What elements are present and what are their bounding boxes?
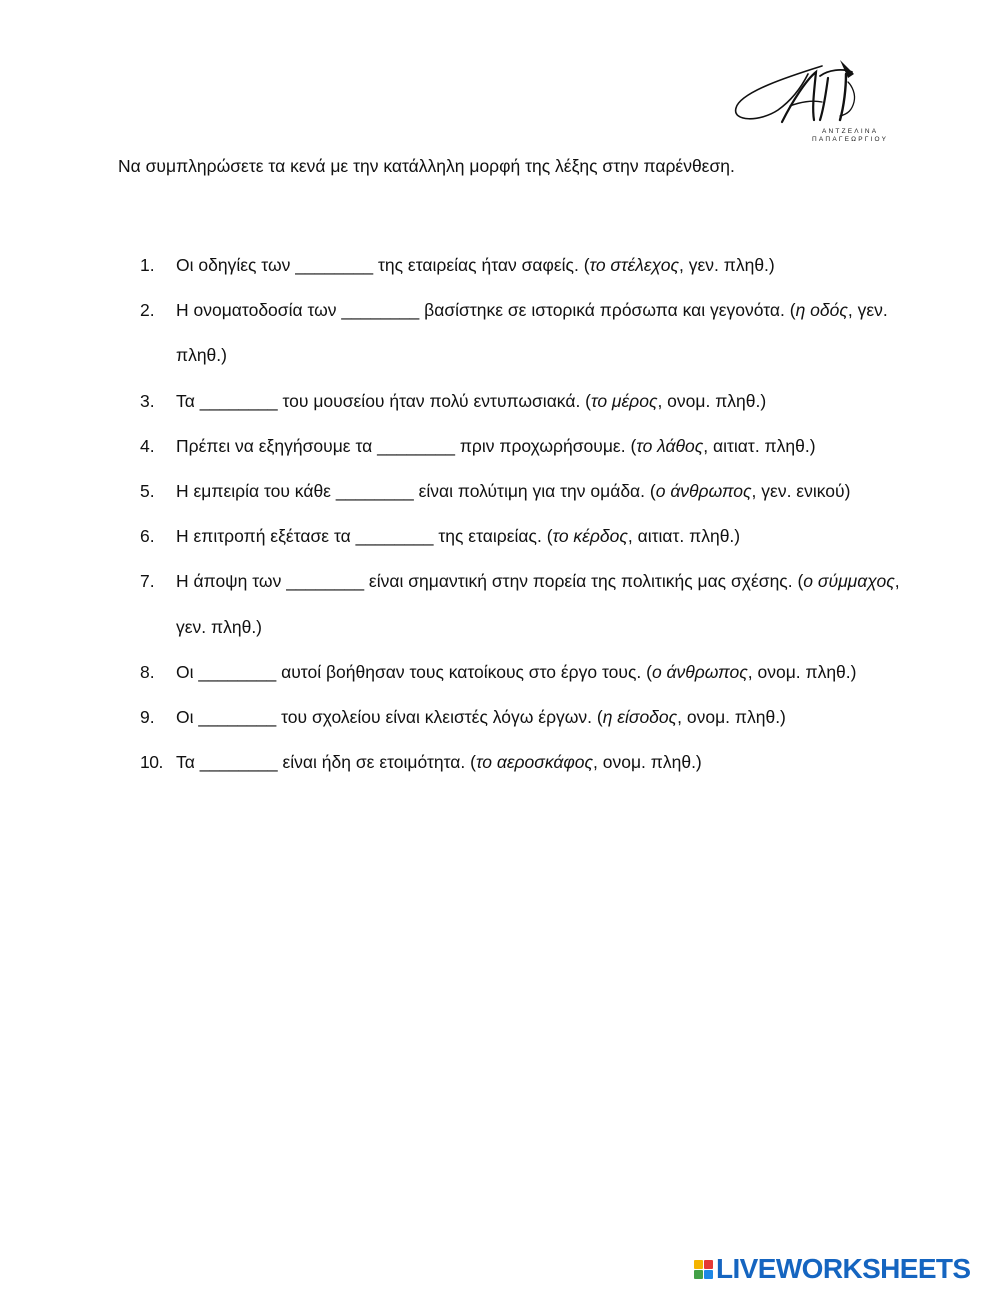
logo-cube-3: [694, 1270, 703, 1279]
sentence-start: Οι οδηγίες των: [176, 255, 296, 275]
sentence-end: είναι πολύτιμη για την ομάδα. (: [413, 481, 656, 502]
exercise-item-8: [140, 650, 900, 695]
exercise-item-4: [140, 424, 900, 469]
exercise-sentence: [176, 379, 900, 424]
base-word: ο σύμμαχος: [803, 571, 895, 592]
base-word: η είσοδος: [602, 707, 678, 728]
exercise-sentence: [176, 559, 900, 649]
answer-blank[interactable]: ________: [198, 661, 277, 682]
answer-blank[interactable]: ________: [286, 571, 365, 592]
exercise-item-7: [140, 559, 900, 649]
sentence-start: Τα: [176, 752, 200, 773]
exercise-number: 6.: [140, 526, 155, 547]
exercise-number: 3.: [140, 390, 155, 411]
exercise-sentence: [176, 424, 900, 469]
logo-subtitle-line1: ΑΝΤΖΕΛΙΝΑ: [822, 128, 879, 135]
answer-blank[interactable]: ________: [198, 707, 277, 728]
grammar-hint: , ονομ. πληθ.): [593, 752, 702, 773]
grammar-hint: , αιτιατ. πληθ.): [703, 435, 816, 456]
exercise-sentence: [176, 288, 900, 378]
exercise-number: 2.: [140, 300, 155, 321]
exercise-number: 9.: [140, 707, 155, 728]
sentence-end: πριν προχωρήσουμε. (: [454, 435, 637, 456]
exercise-item-9: [140, 695, 900, 740]
sentence-end: του μουσείου ήταν πολύ εντυπωσιακά. (: [277, 390, 592, 411]
exercise-item-2: [140, 288, 900, 378]
exercise-number: 1.: [140, 255, 155, 275]
grammar-hint: , γεν. πληθ.): [176, 571, 900, 637]
sentence-end: αυτοί βοήθησαν τους κατοίκους στο έργο τους. (: [276, 661, 652, 682]
sentence-start: Η άποψη των: [176, 571, 287, 592]
sentence-start: Οι: [176, 661, 199, 682]
base-word: η οδός: [795, 300, 848, 321]
sentence-end: βασίστηκε σε ιστορικά πρόσωπα και γεγονότα. (: [419, 300, 796, 321]
answer-blank[interactable]: ________: [199, 390, 278, 411]
exercise-sentence: [176, 740, 900, 785]
sentence-start: Η επιτροπή εξέτασε τα: [176, 526, 356, 547]
grammar-hint: , γεν. ενικού): [751, 481, 851, 502]
exercise-number: 7.: [140, 571, 155, 592]
logo-cube-4: [704, 1270, 713, 1279]
exercise-item-10: [140, 740, 900, 785]
grammar-hint: , αιτιατ. πληθ.): [627, 526, 741, 547]
sentence-start: Η ονοματοδοσία των: [176, 300, 342, 321]
answer-blank[interactable]: ________: [335, 481, 414, 502]
exercise-item-1: [140, 243, 900, 288]
exercise-number: 5.: [140, 481, 155, 502]
exercise-sentence: [176, 514, 900, 559]
exercise-sentence: [176, 650, 900, 695]
sentence-start: Πρέπει να εξηγήσουμε τα: [176, 435, 378, 456]
sentence-start: Τα: [176, 390, 200, 411]
sentence-end: της εταιρείας. (: [433, 526, 553, 547]
liveworksheets-footer[interactable]: [694, 1254, 971, 1284]
base-word: ο άνθρωπος: [655, 481, 752, 502]
base-word: το μέρος: [591, 390, 658, 411]
base-word: το αεροσκάφος: [475, 752, 594, 773]
exercise-item-6: [140, 514, 900, 559]
grammar-hint: , ονομ. πληθ.): [747, 661, 857, 682]
exercise-number: 10.: [140, 752, 163, 773]
grammar-hint: , ονομ. πληθ.): [657, 390, 767, 411]
grammar-hint: , ονομ. πληθ.): [677, 707, 786, 728]
exercise-sentence: [176, 469, 900, 514]
base-word: το κέρδος: [552, 526, 628, 547]
logo-cube-1: [694, 1260, 703, 1269]
base-word: το λάθος: [636, 435, 704, 456]
liveworksheets-logo-icon: [694, 1260, 713, 1279]
exercise-number: 8.: [140, 661, 155, 682]
exercise-item-5: [140, 469, 900, 514]
logo-cube-2: [704, 1260, 713, 1269]
sentence-end: είναι ήδη σε ετοιμότητα. (: [277, 752, 476, 773]
answer-blank[interactable]: ________: [377, 435, 455, 456]
exercise-sentence: [176, 695, 900, 740]
answer-blank[interactable]: ________: [341, 300, 420, 321]
base-word: ο άνθρωπος: [651, 661, 748, 682]
exercise-sentence: [176, 243, 900, 288]
grammar-hint: , γεν. πληθ.): [679, 255, 775, 275]
sentence-end: του σχολείου είναι κλειστές λόγω έργων. (: [276, 707, 603, 728]
sentence-start: Οι: [176, 707, 199, 728]
logo-subtitle-line2: ΠΑΠΑΓΕΩΡΓΙΟΥ: [812, 136, 889, 143]
instruction-text: Να συμπληρώσετε τα κενά με την κατάλληλη μορφή της λέξης στην παρένθεση.: [118, 156, 735, 176]
exercise-number: 4.: [140, 435, 155, 456]
answer-blank[interactable]: ________: [295, 255, 374, 275]
sentence-start: Η εμπειρία του κάθε: [176, 481, 336, 502]
grammar-hint: , γεν. πληθ.): [176, 300, 888, 366]
answer-blank[interactable]: ________: [355, 526, 434, 547]
exercise-list: [140, 243, 900, 785]
sentence-end: είναι σημαντική στην πορεία της πολιτικής μας σχέσης. (: [364, 571, 804, 592]
base-word: το στέλεχος: [589, 255, 680, 275]
exercise-item-3: [140, 379, 900, 424]
logo-subtitle: [812, 128, 888, 144]
liveworksheets-wordmark[interactable]: LIVEWORKSHEETS: [716, 1253, 971, 1284]
answer-blank[interactable]: ________: [199, 752, 278, 773]
sentence-end: της εταιρείας ήταν σαφείς. (: [373, 255, 590, 275]
